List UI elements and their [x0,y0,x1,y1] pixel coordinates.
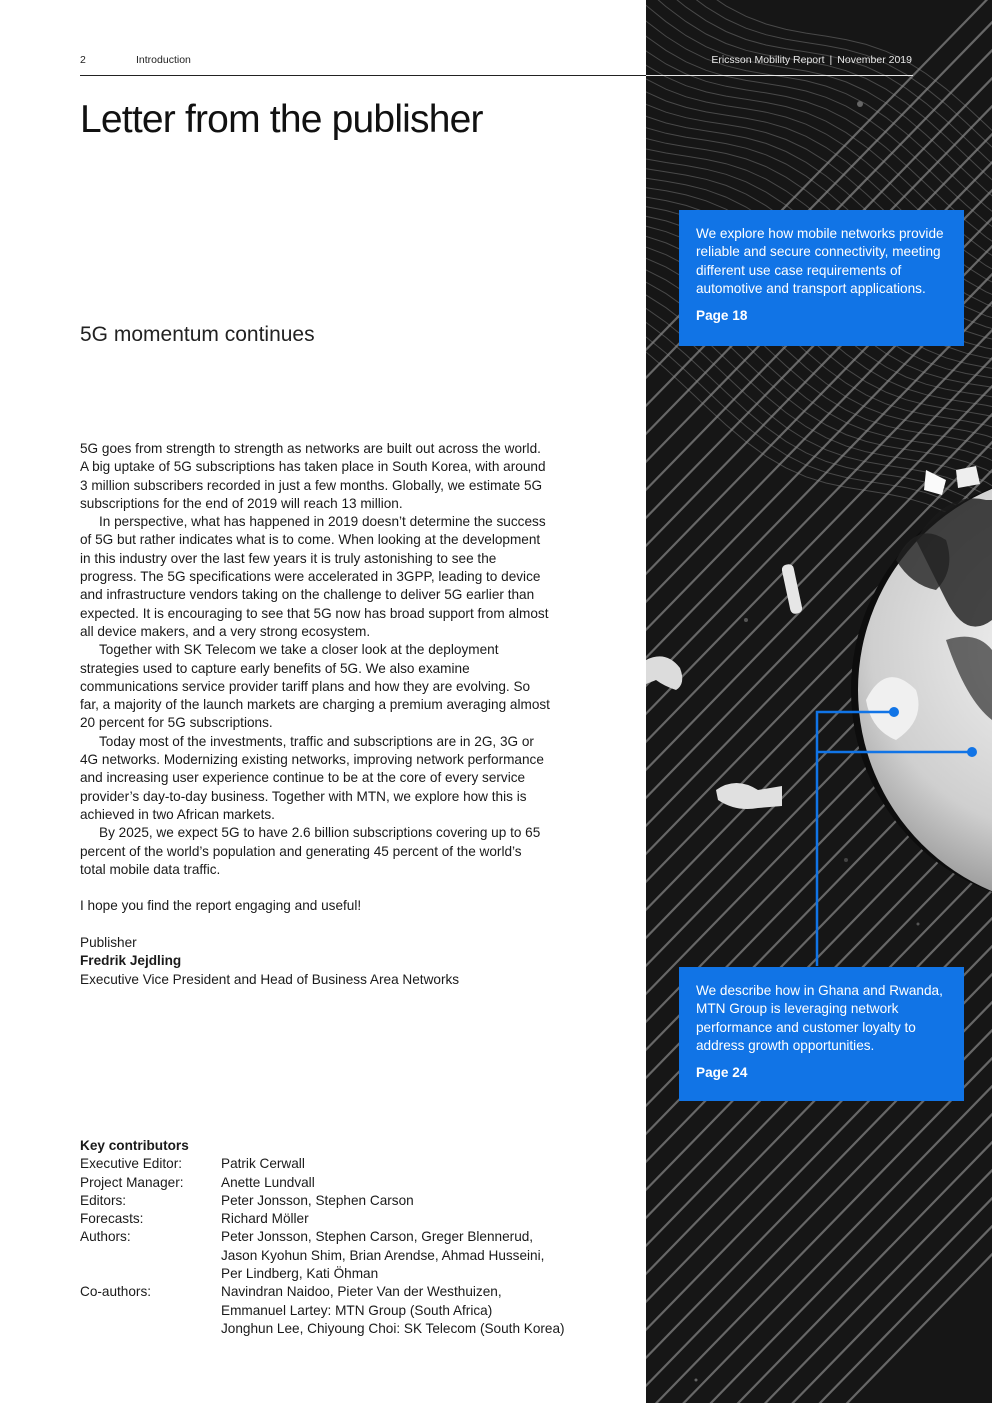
header-separator: | [829,54,833,66]
contributor-row [80,1210,600,1228]
callout-mtn[interactable] [679,967,964,1101]
contributor-role: Editors: [80,1192,127,1208]
contributor-names: Anette Lundvall [221,1174,315,1190]
paragraph: Together with SK Telecom we take a closer look at the deployment strategies used to capture early benefits of 5G. We also examine communications service provider tariff plans and how they are evolving. So far, a majority of the launch markets are charging a premium averaging almost 20 percent for 5G subscriptions. [80,642,550,731]
contributor-row [80,1228,600,1283]
contributor-role: Executive Editor: [80,1156,182,1172]
contributor-row [80,1174,600,1192]
contributor-names: Peter Jonsson, Stephen Carson [221,1192,414,1208]
section-name: Introduction [136,54,191,66]
report-date: November 2019 [837,54,912,66]
contributors-heading: Key contributors [80,1138,189,1153]
page-subtitle: 5G momentum continues [80,323,315,346]
signoff-title: Executive Vice President and Head of Business Area Networks [80,971,460,987]
contributor-names: Per Lindberg, Kati Öhman [221,1266,379,1282]
signoff-name: Fredrik Jejdling [80,953,182,969]
contributor-names: Peter Jonsson, Stephen Carson, Greger Blennerud, [221,1229,534,1245]
paragraph: By 2025, we expect 5G to have 2.6 billion subscriptions covering up to 65 percent of the world’s population and generating 45 percent of the world’s total mobile data traffic. [80,825,541,877]
contributor-role: Authors: [80,1229,131,1245]
contributor-names: Jason Kyohun Shim, Brian Arendse, Ahmad Husseini, [221,1247,545,1263]
closing-line: I hope you find the report engaging and useful! [80,898,362,914]
paragraph: Today most of the investments, traffic and subscriptions are in 2G, 3G or 4G networks. Modernizing existing networks, improving network performance and increasing user experience continue to be at the core of every service provider’s day-to-day business. Together with MTN, we explore how this is achieved in two African markets. [80,733,544,822]
paragraph: 5G goes from strength to strength as networks are built out across the world. A big uptake of 5G subscriptions has taken place in South Korea, with around 3 million subscribers recorded in just a few months. Globally, we estimate 5G subscriptions for the end of 2019 will reach 13 million. [80,441,546,511]
report-name: Ericsson Mobility Report [711,54,825,66]
callout-page-link[interactable]: Page 18 [696,308,748,324]
callout-page-link[interactable]: Page 24 [696,1065,748,1081]
contributor-role: Forecasts: [80,1211,144,1227]
contributor-role: Project Manager: [80,1174,184,1190]
contributor-names: Richard Möller [221,1211,309,1227]
signoff-role: Publisher [80,935,137,951]
page-number: 2 [80,54,86,66]
contributor-names: Navindran Naidoo, Pieter Van der Westhuizen, [221,1284,502,1300]
paragraph: In perspective, what has happened in 2019 doesn’t determine the success of 5G but rather indicates what is to come. When looking at the development in this industry over the last few years it is truly astonishing to see the progress. The 5G specifications were accelerated in 3GPP, leading to device and infrastructure vendors taking on the challenge to deliver 5G earlier than expected. It is encouraging to see that 5G now has broad support from almost all device makers, and a very strong ecosystem. [80,514,549,639]
contributor-row [80,1283,600,1338]
contributor-role: Co-authors: [80,1284,152,1300]
key-contributors [80,1137,600,1338]
running-header-right [711,54,912,66]
contributor-names: Emmanuel Lartey: MTN Group (South Africa) [221,1302,493,1318]
contributor-names: Patrik Cerwall [221,1156,305,1172]
letter-body [80,440,550,989]
page-title: Letter from the publisher [80,98,483,141]
callout-text: We describe how in Ghana and Rwanda, MTN Group is leveraging network performance and customer loyalty to address growth opportunities. [696,983,943,1053]
running-header-left [80,54,191,66]
contributor-names: Jonghun Lee, Chiyoung Choi: SK Telecom (South Korea) [221,1320,565,1336]
contributor-row [80,1155,600,1173]
callout-automotive[interactable] [679,210,964,346]
header-rule [80,75,646,76]
contributor-row [80,1192,600,1210]
callout-text: We explore how mobile networks provide reliable and secure connectivity, meeting different use case requirements of automotive and transport applications. [696,226,944,296]
header-rule-right [646,75,913,76]
